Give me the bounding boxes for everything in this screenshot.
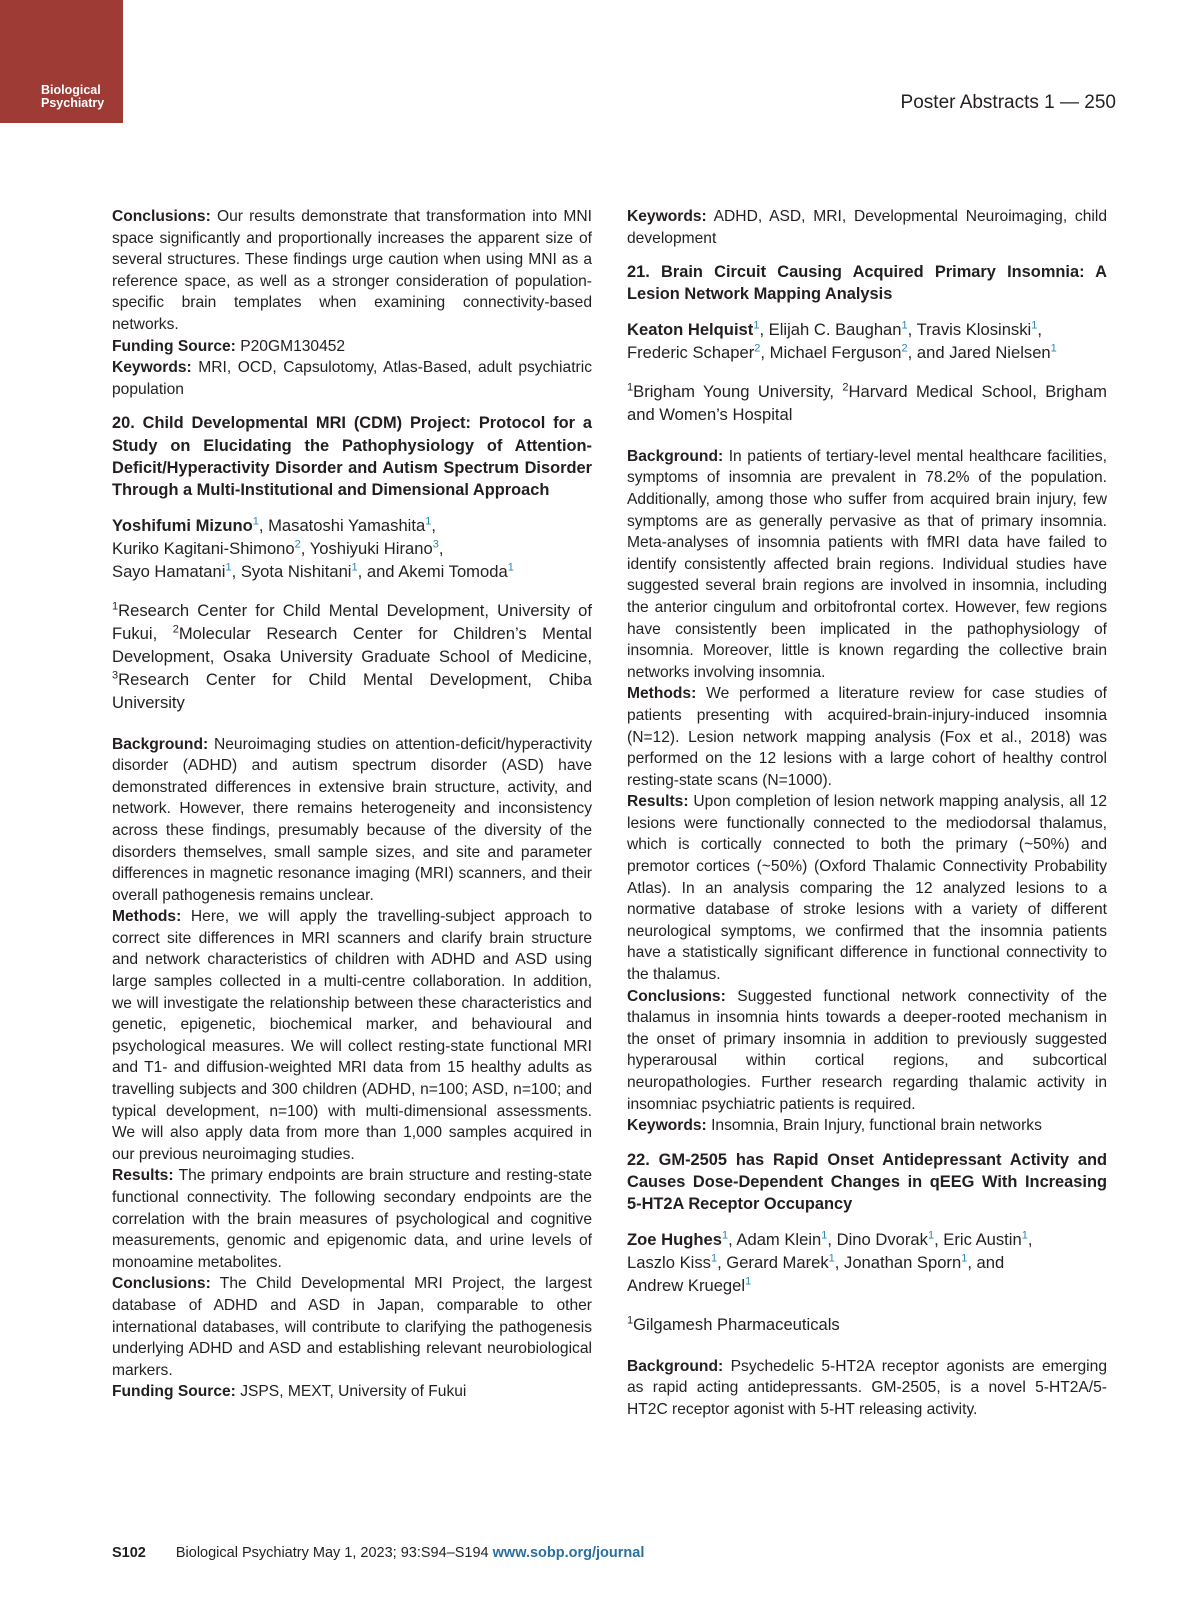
continued-conclusions: Conclusions: Our results demonstrate that transformation into MNI space significantly and proportionally increases the apparent size of several structures. These findings urge caution when using MNI as a reference space, as well as a stronger consideration of population-specific brain templates when examining connectivity-based networks.	[112, 208, 592, 333]
journal-logo	[0, 0, 123, 123]
affiliation-marker: 1	[753, 319, 760, 332]
author-name: Akemi Tomoda	[398, 561, 508, 581]
page-number: S102	[112, 1545, 146, 1561]
section-header: Poster Abstracts 1 — 250	[900, 92, 1116, 113]
continued-keywords: Keywords: ADHD, ASD, MRI, Developmental Neuroimaging, child development	[627, 208, 1107, 247]
affiliation-marker: 1	[828, 1252, 835, 1265]
author: Jonathan Sporn$^1$, and	[844, 1252, 1005, 1272]
affiliation-marker: 1	[1050, 342, 1057, 355]
author: Yoshifumi Mizuno$^1$,	[112, 515, 269, 535]
author: Kuriko Kagitani-Shimono$^2$,	[112, 538, 310, 558]
author: Masatoshi Yamashita$^1$,	[268, 515, 436, 535]
author-name: Michael Ferguson	[769, 342, 902, 362]
author: Keaton Helquist$^1$,	[627, 319, 769, 339]
left-column	[112, 206, 592, 1403]
author: Adam Klein$^1$,	[736, 1229, 837, 1249]
affiliation-marker: 1	[710, 1252, 718, 1265]
abstract-20	[112, 412, 592, 1403]
affiliation-marker: 2	[172, 623, 179, 635]
author-name: Adam Klein	[736, 1229, 822, 1249]
logo-line-2: Psychiatry	[41, 96, 105, 110]
affiliation-marker: 1	[507, 561, 514, 573]
journal-logo-text	[41, 84, 104, 110]
affiliation-marker: 1	[961, 1252, 968, 1265]
author-name: Dino Dvorak	[836, 1229, 928, 1249]
author-name: Jonathan Sporn	[844, 1252, 962, 1272]
journal-link[interactable]: www.sobp.org/journal	[492, 1545, 645, 1561]
affiliation-text: Research Center for Child Mental Development, University of Fukui,	[112, 600, 592, 643]
abstract-22	[627, 1149, 1107, 1421]
affiliation-marker: 2	[294, 538, 301, 550]
keywords-section: Keywords: Insomnia, Brain Injury, functional brain networks	[627, 1117, 1042, 1135]
author: Elijah C. Baughan$^1$,	[768, 319, 917, 339]
author: Frederic Schaper$^2$,	[627, 342, 770, 362]
affiliation-marker: 2	[754, 342, 761, 355]
author: Michael Ferguson$^2$, and	[769, 342, 950, 362]
logo-line-1: Biological	[41, 83, 101, 97]
affiliation-marker: 2	[842, 381, 849, 394]
methods-section: Methods: We performed a literature review for case studies of patients presenting with acquired-brain-injury-induced insomnia (N=12). Lesion network mapping analysis (Fox et al., 2018) was performed on the 12 lesions with a large cohort of healthy control resting-state scans (N=1000).	[627, 685, 1107, 789]
author-name: Kuriko Kagitani-Shimono	[112, 538, 295, 558]
author: Syota Nishitani$^1$, and	[240, 561, 399, 581]
author: Eric Austin$^1$,	[943, 1229, 1033, 1249]
author-name: Yoshiyuki Hirano	[309, 538, 433, 558]
author-name: Gerard Marek	[726, 1252, 829, 1272]
continued-keywords: Keywords: MRI, OCD, Capsulotomy, Atlas-Based, adult psychiatric population	[112, 359, 592, 398]
author: Gerard Marek$^1$,	[726, 1252, 845, 1272]
author-name: Keaton Helquist	[627, 319, 754, 339]
abstract-21	[627, 261, 1107, 1137]
abstract-title: 21. Brain Circuit Causing Acquired Primary Insomnia: A Lesion Network Mapping Analysis	[627, 263, 1107, 304]
affiliation-marker: 1	[351, 561, 358, 573]
author-name: Elijah C. Baughan	[768, 319, 902, 339]
author-list	[112, 514, 592, 583]
background-section: Background: Psychedelic 5-HT2A receptor agonists are emerging as rapid acting antidepressants. GM-2505, is a novel 5-HT2A/5-HT2C receptor agonist with 5-HT releasing activity.	[627, 1357, 1107, 1418]
author-name: Jared Nielsen	[949, 342, 1051, 362]
author-name: Frederic Schaper	[627, 342, 755, 362]
author-name: Travis Klosinski	[916, 319, 1032, 339]
background-section: Background: In patients of tertiary-level mental healthcare facilities, symptoms of insomnia are prevalent in 78.2% of the population. Additionally, among those who suffer from acquired brain injury, few symptoms are as generally pervasive as that of primary insomnia. Meta-analyses of insomnia patients with fMRI data have failed to identify consistently affected brain regions. Individual studies have suggested several brain regions are involved in insomnia, including the anterior cingulum and orbitofrontal cortex. However, few regions have consistently been implicated in the pathophysiology of insomnia. Moreover, little is known regarding the collective brain networks involving insomnia.	[627, 447, 1107, 681]
author	[949, 343, 1057, 362]
affiliation-marker: 1	[721, 1229, 729, 1242]
author: Laszlo Kiss$^1$,	[627, 1252, 727, 1272]
author-list	[627, 318, 1107, 364]
abstract-title: 20. Child Developmental MRI (CDM) Project: Protocol for a Study on Elucidating the Pathophysiology of Attention-Deficit/Hyperactivity Disorder and Autism Spectrum Disorder Through a Multi-Institutional and Dimensional Approach	[112, 414, 592, 500]
author-name: Laszlo Kiss	[627, 1252, 711, 1272]
author-name: Masatoshi Yamashita	[268, 515, 426, 535]
affiliation-marker: 3	[432, 538, 439, 550]
affiliation-marker: 1	[627, 381, 634, 394]
author: Dino Dvorak$^1$,	[836, 1229, 944, 1249]
affiliations	[112, 599, 592, 714]
affiliation-text: Brigham Young University,	[633, 381, 843, 401]
affiliation-marker: 3	[112, 669, 119, 681]
author-name: Zoe Hughes	[627, 1229, 722, 1249]
affiliation-text: Harvard Medical School, Brigham and Women’s Hospital	[627, 381, 1108, 424]
author-name: Andrew Kruegel	[627, 1275, 746, 1295]
abstract-title: 22. GM-2505 has Rapid Onset Antidepressant Activity and Causes Dose-Dependent Changes in qEEG With Increasing 5-HT2A Receptor Occupancy	[627, 1150, 1107, 1214]
funding-section: Funding Source: JSPS, MEXT, University of Fukui	[112, 1383, 467, 1401]
author: Yoshiyuki Hirano$^3$,	[309, 538, 444, 558]
affiliation-marker: 1	[252, 515, 259, 527]
author: Zoe Hughes$^1$,	[627, 1229, 737, 1249]
affiliation-text: Gilgamesh Pharmaceuticals	[633, 1314, 840, 1334]
affiliation-marker: 1	[1031, 319, 1038, 332]
continued-funding: Funding Source: P20GM130452	[112, 337, 346, 355]
author	[627, 1276, 751, 1295]
conclusions-section: Conclusions: The Child Developmental MRI Project, the largest database of ADHD and ASD in Japan, comparable to other international databases, will contribute to clarifying the pathogenesis underlying ADHD and ASD and establishing relevant neurobiological markers.	[112, 1275, 592, 1379]
affiliation-marker: 1	[112, 600, 119, 612]
background-section: Background: Neuroimaging studies on attention-deficit/hyperactivity disorder (ADHD) and autism spectrum disorder (ASD) have demonstrated differences in extensive brain structure, activity, and network. However, there remains heterogeneity and inconsistency across these findings, presumably because of the diversity of the disorders themselves, small sample sizes, and site and parameter differences in magnetic resonance imaging (MRI) scanners, and their overall pathogenesis remains unclear.	[112, 735, 592, 904]
author-name: Syota Nishitani	[240, 561, 352, 581]
author	[398, 562, 514, 581]
affiliations	[627, 1313, 1107, 1336]
affiliation-text: Molecular Research Center for Children’s Mental Development, Osaka University Graduate School of Medicine,	[112, 623, 592, 666]
affiliations	[627, 380, 1107, 426]
affiliation-marker: 1	[1021, 1229, 1028, 1242]
affiliation-marker: 1	[927, 1229, 935, 1242]
affiliation-marker: 1	[821, 1229, 828, 1242]
affiliation-marker: 1	[425, 515, 432, 527]
affiliation-text: Research Center for Child Mental Development, Chiba University	[112, 669, 592, 712]
page-footer	[112, 1545, 644, 1561]
citation: Biological Psychiatry May 1, 2023; 93:S94–S194	[175, 1545, 493, 1561]
results-section: Results: Upon completion of lesion network mapping analysis, all 12 lesions were functionally connected to the mediodorsal thalamus, which is cortically connected to both the primary (~50%) and premotor cortices (~50%) (Oxford Thalamic Connectivity Probability Atlas). In an analysis comparing the 12 analyzed lesions to a normative database of stroke lesions with a variety of different neurological symptoms, we confirmed that the insomnia patients have a statistically significant difference in functional connectivity to the thalamus.	[627, 793, 1107, 984]
author-list	[627, 1228, 1107, 1297]
results-section: Results: The primary endpoints are brain structure and resting-state functional connectivity. The following secondary endpoints are the correlation with the brain measures of psychological and cognitive measurements, genomic and epigenomic data, and urine levels of monoamine metabolites.	[112, 1167, 592, 1271]
methods-section: Methods: Here, we will apply the travelling-subject approach to correct site differences in MRI scanners and clarify brain structure and network characteristics of children with ADHD and ASD using large samples collected in a multi-centre collaboration. In addition, we will investigate the relationship between these characteristics and genetic, epigenetic, biochemical marker, and behavioural and psychological measures. We will collect resting-state functional MRI and T1- and diffusion-weighted MRI data from 15 healthy adults as travelling subjects and 300 children (ADHD, n=100; ASD, n=100; and typical development, n=100) with multi-dimensional assessments. We will also apply data from more than 1,000 samples acquired in our previous neuroimaging studies.	[112, 908, 592, 1163]
right-column	[627, 206, 1107, 1420]
affiliation-marker: 1	[225, 561, 232, 573]
conclusions-section: Conclusions: Suggested functional network connectivity of the thalamus in insomnia hints towards a deeper-rooted mechanism in the onset of primary insomnia in addition to previously suggested hyperarousal within cortical regions, and subcortical neuropathologies. Further research regarding thalamic activity in insomniac psychiatric patients is required.	[627, 987, 1107, 1113]
author-name: Yoshifumi Mizuno	[112, 515, 253, 535]
affiliation-marker: 1	[627, 1314, 634, 1327]
affiliation-marker: 1	[901, 319, 908, 332]
author: Travis Klosinski$^1$,	[916, 319, 1042, 339]
affiliation-marker: 2	[901, 342, 908, 355]
author: Sayo Hamatani$^1$,	[112, 561, 241, 581]
author-name: Eric Austin	[943, 1229, 1022, 1249]
affiliation-marker: 1	[745, 1275, 752, 1288]
author-name: Sayo Hamatani	[112, 561, 226, 581]
